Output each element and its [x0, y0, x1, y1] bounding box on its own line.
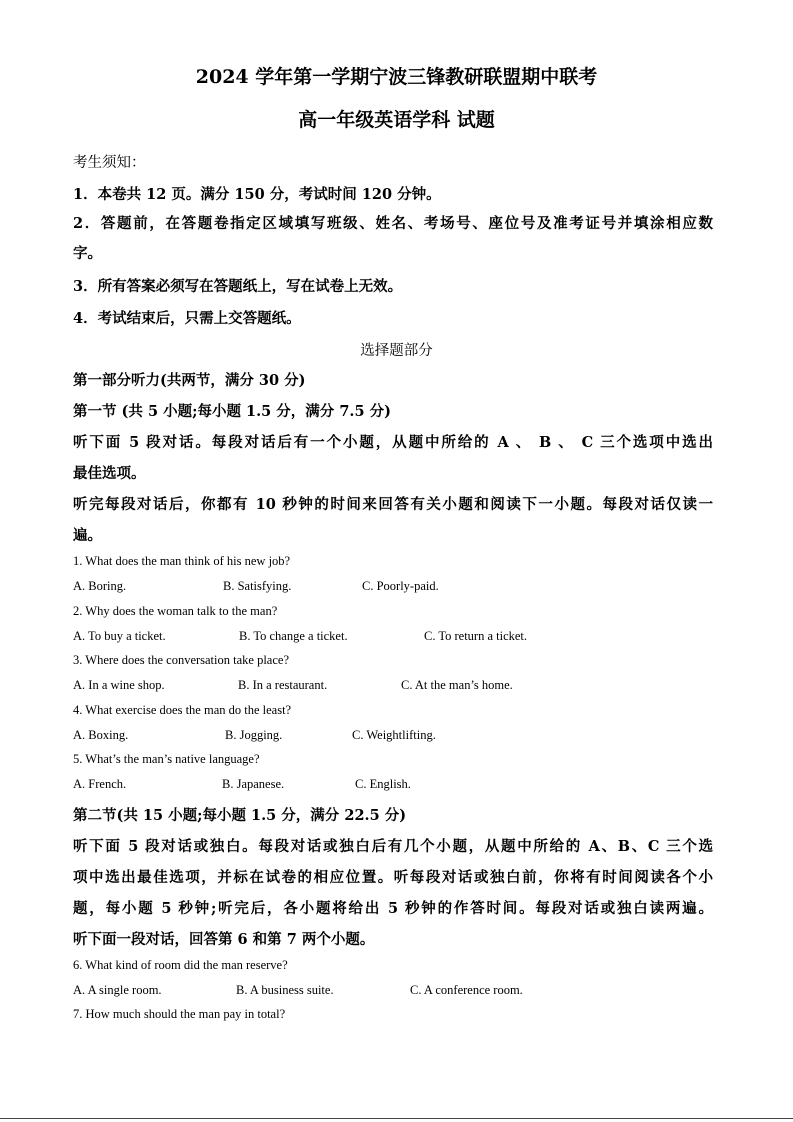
- question-1-option-c: C. Poorly-paid.: [362, 579, 439, 593]
- question-5: 5. What’s the man’s native language?: [73, 752, 260, 766]
- notice-item-2: 2．答题前，在答题卷指定区域填写班级、姓名、考场号、座位号及准考证号并填涂相应数: [73, 215, 713, 232]
- sec2-heading: 第二节(共 15 小题;每小题 1.5 分，满分 22.5 分): [73, 807, 407, 824]
- question-3: 3. Where does the conversation take place?: [73, 653, 289, 667]
- sec1-instruction-1a: 听下面 5 段对话。每段对话后有一个小题，从题中所给的 A 、 B 、 C 三个选项中选出: [73, 434, 713, 451]
- question-7: 7. How much should the man pay in total?: [73, 1007, 286, 1021]
- question-5-option-c: C. English.: [355, 777, 411, 791]
- section-title: 选择题部分: [360, 343, 433, 359]
- question-3-option-a: A. In a wine shop.: [73, 678, 165, 692]
- question-2-option-a: A. To buy a ticket.: [73, 629, 166, 643]
- sec1-instruction-2b: 遍。: [73, 527, 102, 544]
- question-1: 1. What does the man think of his new job?: [73, 554, 291, 568]
- sec1-heading: 第一节 (共 5 小题;每小题 1.5 分，满分 7.5 分): [73, 403, 391, 420]
- sec1-instruction-1b: 最佳选项。: [73, 465, 146, 482]
- question-2-option-b: B. To change a ticket.: [239, 629, 348, 643]
- question-6-option-c: C. A conference room.: [410, 983, 523, 997]
- exam-subtitle: 高一年级英语学科 试题: [298, 109, 495, 131]
- question-5-option-b: B. Japanese.: [222, 777, 285, 791]
- question-4-option-c: C. Weightlifting.: [352, 728, 436, 742]
- question-3-option-c: C. At the man’s home.: [401, 678, 513, 692]
- question-2: 2. Why does the woman talk to the man?: [73, 604, 278, 618]
- question-6-option-a: A. A single room.: [73, 983, 162, 997]
- sec1-instruction-2a: 听完每段对话后，你都有 10 秒钟的时间来回答有关小题和阅读下一小题。每段对话仅读一: [73, 496, 713, 513]
- question-4: 4. What exercise does the man do the least?: [73, 703, 292, 717]
- notice-item-1: 1．本卷共 12 页。满分 150 分，考试时间 120 分钟。: [73, 186, 441, 203]
- question-4-option-a: A. Boxing.: [73, 728, 129, 742]
- question-3-option-b: B. In a restaurant.: [238, 678, 328, 692]
- sec2-instruction-b: 项中选出最佳选项，并标在试卷的相应位置。听每段对话或独白前，你将有时间阅读各个小: [73, 869, 713, 886]
- page-bottom-divider: [0, 1118, 793, 1119]
- notice-heading: 考生须知：: [73, 155, 146, 171]
- question-2-option-c: C. To return a ticket.: [424, 629, 528, 643]
- question-1-option-b: B. Satisfying.: [223, 579, 292, 593]
- question-6: 6. What kind of room did the man reserve?: [73, 958, 288, 972]
- sec2-instruction-a: 听下面 5 段对话或独白。每段对话或独白后有几个小题，从题中所给的 A、B、C 三个选: [73, 838, 713, 855]
- notice-item-4: 4．考试结束后，只需上交答题纸。: [73, 310, 301, 327]
- question-6-option-b: B. A business suite.: [236, 983, 334, 997]
- sec2-instruction-c: 题，每小题 5 秒钟;听完后，各小题将给出 5 秒钟的作答时间。每段对话或独白读两遍。: [73, 900, 713, 917]
- question-4-option-b: B. Jogging.: [225, 728, 283, 742]
- notice-item-2-cont: 字。: [73, 245, 102, 262]
- part1-heading: 第一部分听力(共两节，满分 30 分): [73, 372, 306, 389]
- sec2-instruction-d: 听下面一段对话，回答第 6 和第 7 两个小题。: [73, 931, 375, 948]
- question-5-option-a: A. French.: [73, 777, 127, 791]
- question-1-option-a: A. Boring.: [73, 579, 127, 593]
- exam-title: 2024 学年第一学期宁波三锋教研联盟期中联考: [195, 66, 598, 88]
- notice-item-3: 3．所有答案必须写在答题纸上，写在试卷上无效。: [73, 278, 403, 295]
